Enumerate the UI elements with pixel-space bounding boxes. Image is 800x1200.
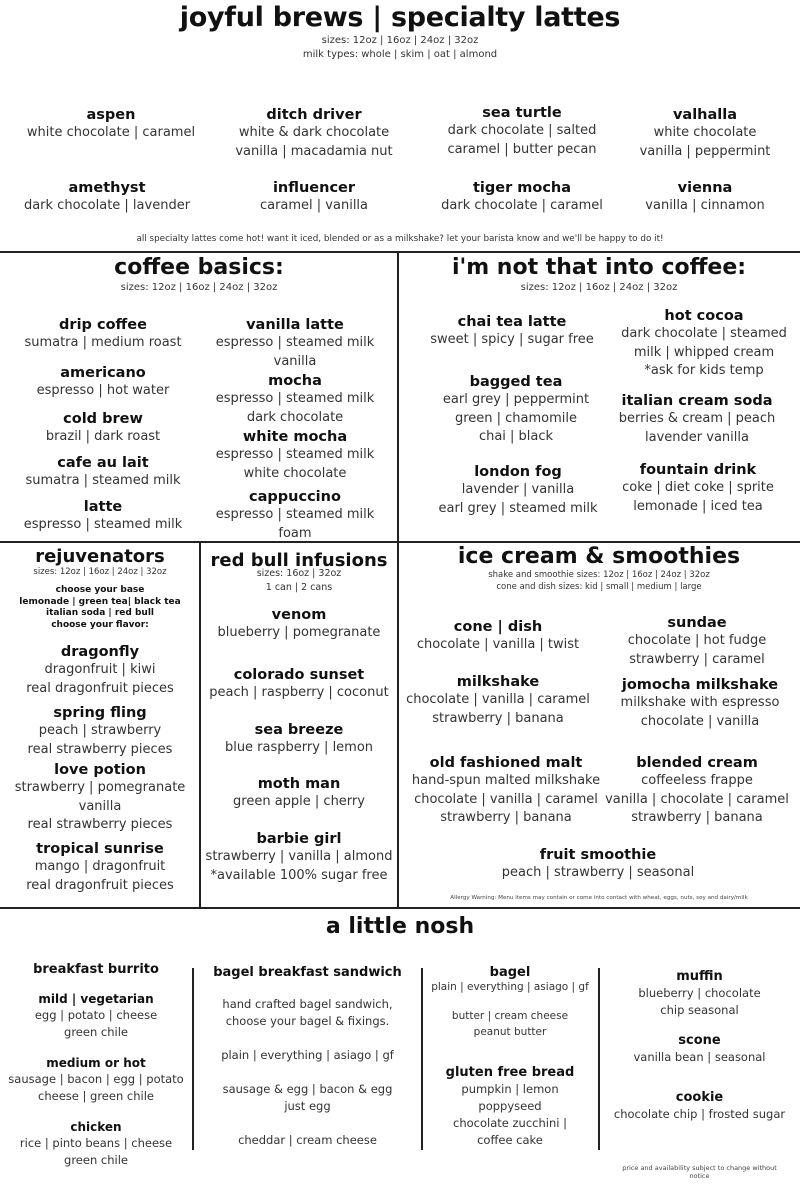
item-name: white mocha <box>242 429 348 445</box>
item-desc: sausage | bacon | egg | potato <box>8 1072 184 1086</box>
base-line: choose your flavor: <box>51 619 149 630</box>
nosh-bagel-sandwich-title: bagel breakfast sandwich <box>213 965 402 980</box>
rejuv-item-love-potion <box>0 761 200 835</box>
item-name: americano <box>60 365 146 381</box>
specialty-note: all specialty lattes come hot! want it iced, blended or as a milkshake? let your barista know and we'll be happy to do it! <box>136 234 664 244</box>
divider <box>397 252 399 542</box>
item-desc: hand-spun malted milkshake <box>411 773 601 788</box>
item-name: scone <box>678 1033 721 1048</box>
item-desc: caramel | butter pecan <box>447 141 597 157</box>
item-name: chicken <box>70 1120 122 1134</box>
item-name: latte <box>83 499 123 515</box>
item-name: tiger mocha <box>472 180 572 196</box>
menu-title: joyful brews | specialty lattes <box>179 2 621 33</box>
item-name: barbie girl <box>256 831 342 847</box>
item-desc: peach | raspberry | coconut <box>209 685 389 700</box>
item-desc: coke | diet coke | sprite <box>622 480 774 495</box>
ic-item-sundae <box>597 614 797 669</box>
rejuv-item-spring-fling <box>0 704 200 759</box>
divider <box>0 251 800 253</box>
item-desc: real dragonfruit pieces <box>26 877 174 893</box>
bagel-sandwich-bagels: plain | everything | asiago | gf <box>221 1048 394 1062</box>
ice-cream-sizes-shake: shake and smoothie sizes: 12oz | 16oz | 24oz | 32oz <box>488 570 710 580</box>
item-name: influencer <box>272 180 356 196</box>
burrito-option-mild <box>0 991 192 1041</box>
item-desc: pumpkin | lemon <box>461 1082 559 1096</box>
item-desc: chocolate zucchini | <box>453 1116 567 1130</box>
specialty-item-vienna <box>605 179 800 216</box>
item-desc: *ask for kids temp <box>644 363 764 378</box>
item-desc: dark chocolate | salted <box>447 123 597 138</box>
ic-item-milkshake <box>398 673 598 728</box>
item-desc: vanilla <box>78 798 122 814</box>
item-name: cold brew <box>63 411 143 427</box>
note-line: notice <box>689 1172 710 1180</box>
burrito-option-chicken <box>0 1119 192 1169</box>
specialty-item-ditch-driver <box>214 106 414 161</box>
item-desc: sumatra | medium roast <box>24 335 182 350</box>
item-desc: dark chocolate | steamed <box>621 326 787 341</box>
item-desc: peach | strawberry <box>38 723 162 738</box>
item-name: jomocha milkshake <box>621 677 779 693</box>
item-desc: coffee cake <box>477 1133 543 1147</box>
item-name: fountain drink <box>639 462 757 478</box>
price-note <box>599 1164 800 1180</box>
item-desc: vanilla | chocolate | caramel <box>605 791 789 807</box>
header-milk-types: milk types: whole | skim | oat | almond <box>302 49 498 60</box>
nosh-muffin <box>599 968 800 1019</box>
ic-item-fruit-smoothie <box>498 846 698 883</box>
coffee-item-white-mocha <box>200 428 390 483</box>
item-name: colorado sunset <box>233 667 365 683</box>
item-desc: hand crafted bagel sandwich, <box>222 997 393 1011</box>
item-desc: chocolate chip | frosted sugar <box>613 1107 786 1121</box>
item-desc: rice | pinto beans | cheese <box>19 1136 173 1150</box>
ic-item-blended-cream <box>597 754 797 828</box>
item-desc: foam <box>278 525 312 541</box>
item-desc: earl grey | steamed milk <box>438 500 598 516</box>
item-desc: butter | cream cheese <box>451 1010 569 1022</box>
item-desc: white chocolate <box>243 465 347 481</box>
item-desc: espresso | steamed milk <box>215 447 375 462</box>
item-desc: poppyseed <box>478 1099 542 1113</box>
item-name: drip coffee <box>59 317 147 333</box>
item-desc: brazil | dark roast <box>45 429 161 444</box>
item-name: muffin <box>676 969 723 984</box>
item-name: vanilla latte <box>246 317 344 333</box>
item-desc: choose your bagel & fixings. <box>225 1014 390 1028</box>
item-desc: just egg <box>284 1099 331 1113</box>
item-desc: caramel | vanilla <box>259 198 369 213</box>
item-name: cafe au lait <box>57 455 149 471</box>
red-bull-sizes: sizes: 16oz | 32oz <box>256 568 342 579</box>
item-desc: chocolate | vanilla | caramel <box>414 791 598 807</box>
item-desc: coffeeless frappe <box>641 773 753 788</box>
item-name: gluten free bread <box>445 1065 575 1080</box>
item-bagged-tea <box>416 373 616 447</box>
bagel-sandwich-proteins <box>194 1081 421 1115</box>
item-desc: sausage & egg | bacon & egg <box>222 1082 393 1096</box>
nosh-bagel-title: bagel <box>489 965 531 980</box>
item-name: milkshake <box>456 674 540 690</box>
item-desc: mango | dragonfruit <box>34 859 166 874</box>
coffee-item-cappuccino <box>200 488 390 543</box>
item-name: london fog <box>474 464 562 480</box>
specialty-item-tiger-mocha <box>422 179 622 216</box>
item-name: moth man <box>257 776 341 792</box>
coffee-item-latte <box>13 498 193 535</box>
specialty-item-aspen <box>11 106 211 143</box>
item-name: valhalla <box>672 107 738 123</box>
item-desc: *available 100% sugar free <box>210 867 388 883</box>
specialty-item-amethyst <box>7 179 207 216</box>
item-desc: espresso | steamed milk <box>215 507 375 522</box>
section-title-red-bull: red bull infusions <box>210 550 388 571</box>
item-desc: strawberry | pomegranate <box>14 780 186 795</box>
item-desc: white & dark chocolate <box>238 125 390 140</box>
item-name: chai tea latte <box>457 314 567 330</box>
base-line: choose your base <box>55 585 145 595</box>
bagel-types: plain | everything | asiago | gf <box>431 981 589 993</box>
item-desc: chip seasonal <box>660 1003 739 1017</box>
item-desc: peanut butter <box>473 1026 547 1038</box>
item-desc: peach | strawberry | seasonal <box>501 865 695 880</box>
item-desc: strawberry | banana <box>440 810 572 825</box>
coffee-item-mocha <box>200 372 390 427</box>
nosh-burrito-title: breakfast burrito <box>33 962 159 977</box>
rejuvenators-sizes: sizes: 12oz | 16oz | 24oz | 32oz <box>33 567 167 577</box>
item-desc: lavender | vanilla <box>461 482 575 497</box>
item-name: cookie <box>675 1090 724 1105</box>
item-desc: dragonfruit | kiwi <box>44 662 156 677</box>
item-desc: vanilla | cinnamon <box>645 198 765 213</box>
item-name: fruit smoothie <box>539 847 657 863</box>
item-desc: vanilla <box>273 353 317 369</box>
item-name: cappuccino <box>249 489 341 505</box>
rb-item-barbie-girl <box>200 830 398 885</box>
section-title-coffee-basics: coffee basics: <box>114 255 284 280</box>
item-desc: cheese | green chile <box>38 1089 154 1103</box>
base-line: italian soda | red bull <box>46 608 154 618</box>
item-name: dragonfly <box>60 644 140 660</box>
ic-item-old-fashioned-malt <box>406 754 606 828</box>
item-desc: strawberry | vanilla | almond <box>205 849 393 864</box>
header-sizes: sizes: 12oz | 16oz | 24oz | 32oz <box>321 35 479 46</box>
coffee-item-vanilla-latte <box>200 316 390 371</box>
divider <box>0 541 800 543</box>
item-desc: vanilla | peppermint <box>639 143 771 159</box>
item-desc: white chocolate <box>653 125 757 140</box>
burrito-option-medium-hot <box>0 1055 192 1105</box>
item-name: ditch driver <box>266 107 362 123</box>
item-name: sea turtle <box>482 105 562 121</box>
item-desc: real strawberry pieces <box>27 817 173 832</box>
item-desc: espresso | steamed milk <box>215 391 375 406</box>
item-name: vienna <box>677 180 733 196</box>
item-name: tropical sunrise <box>36 841 164 857</box>
item-desc: dark chocolate | lavender <box>23 198 191 213</box>
bagel-sandwich-desc <box>194 996 421 1030</box>
nosh-gluten-free-bread <box>422 1064 598 1149</box>
coffee-item-cold-brew <box>13 410 193 447</box>
item-italian-cream-soda <box>597 392 797 447</box>
item-desc: chocolate | vanilla | caramel <box>406 692 590 707</box>
ic-item-jomocha-milkshake <box>600 676 800 731</box>
nosh-scone <box>599 1032 800 1066</box>
item-desc: dark chocolate <box>246 409 344 425</box>
item-desc: sumatra | steamed milk <box>25 473 181 488</box>
item-name: italian cream soda <box>621 393 773 409</box>
item-desc: dark chocolate | caramel <box>441 198 603 213</box>
item-name: venom <box>271 607 327 623</box>
not-coffee-sizes: sizes: 12oz | 16oz | 24oz | 32oz <box>520 282 678 293</box>
section-title-nosh: a little nosh <box>325 914 475 939</box>
item-london-fog <box>418 463 618 518</box>
item-hot-cocoa <box>604 307 800 381</box>
item-desc: green | chamomile <box>454 410 578 426</box>
coffee-item-drip-coffee <box>8 316 198 353</box>
rejuvenators-base-options <box>0 585 200 631</box>
item-name: sea breeze <box>254 722 344 738</box>
rb-item-sea-breeze <box>200 721 398 758</box>
rb-item-colorado-sunset <box>200 666 398 703</box>
item-name: sundae <box>667 615 727 631</box>
note-line: price and availability subject to change without <box>622 1164 777 1172</box>
rejuv-item-tropical-sunrise <box>0 840 200 895</box>
item-name: spring fling <box>53 705 147 721</box>
allergy-warning: Allergy Warning: Menu items may contain or come into contact with wheat, eggs, nuts, soy and dairy/milk <box>450 895 748 901</box>
ice-cream-sizes-cone: cone and dish sizes: kid | small | medium | large <box>496 582 702 592</box>
divider <box>0 907 800 909</box>
rejuv-item-dragonfly <box>0 643 200 698</box>
item-name: aspen <box>86 107 136 123</box>
ic-item-cone-dish <box>398 618 598 655</box>
item-desc: berries & cream | peach <box>618 411 776 426</box>
section-title-not-coffee: i'm not that into coffee: <box>451 255 747 280</box>
item-desc: strawberry | banana <box>631 810 763 825</box>
item-desc: earl grey | peppermint <box>442 392 590 407</box>
item-desc: chai | black <box>478 429 554 444</box>
nosh-cookie <box>599 1089 800 1123</box>
item-desc: sweet | spicy | sugar free <box>430 332 594 347</box>
bagel-sandwich-cheese: cheddar | cream cheese <box>238 1133 377 1147</box>
item-fountain-drink <box>598 461 798 516</box>
item-desc: green apple | cherry <box>233 794 365 809</box>
section-title-ice-cream: ice cream & smoothies <box>457 544 741 569</box>
item-desc: vanilla bean | seasonal <box>633 1050 766 1064</box>
item-name: mocha <box>268 373 322 389</box>
item-name: hot cocoa <box>664 308 744 324</box>
item-desc: vanilla | macadamia nut <box>235 143 393 159</box>
item-desc: white chocolate | caramel <box>26 125 196 140</box>
item-desc: milkshake with espresso <box>620 695 780 710</box>
item-desc: blue raspberry | lemon <box>224 740 374 755</box>
item-name: cone | dish <box>453 619 543 635</box>
item-desc: milk | whipped cream <box>633 344 775 360</box>
item-desc: chocolate | hot fudge <box>627 633 767 648</box>
item-desc: real dragonfruit pieces <box>26 680 174 696</box>
item-desc: green chile <box>64 1153 128 1167</box>
coffee-item-americano <box>13 364 193 401</box>
item-desc: espresso | steamed milk <box>23 517 183 532</box>
item-desc: espresso | hot water <box>36 383 170 398</box>
item-chai-tea-latte <box>412 313 612 350</box>
item-name: blended cream <box>636 755 758 771</box>
bagel-spreads <box>422 1008 598 1040</box>
item-name: old fashioned malt <box>429 755 583 771</box>
red-bull-cans: 1 can | 2 cans <box>265 582 333 593</box>
item-desc: lemonade | iced tea <box>633 498 763 514</box>
item-desc: blueberry | chocolate <box>638 986 761 1000</box>
item-desc: chocolate | vanilla <box>640 713 760 729</box>
item-desc: chocolate | vanilla | twist <box>416 637 580 652</box>
item-desc: lavender vanilla <box>645 429 749 445</box>
item-name: love potion <box>54 762 146 778</box>
item-desc: strawberry | caramel <box>629 651 765 667</box>
item-desc: green chile <box>64 1025 128 1039</box>
item-desc: real strawberry pieces <box>27 741 173 757</box>
item-name: bagged tea <box>469 374 563 390</box>
coffee-item-cafe-au-lait <box>13 454 193 491</box>
item-name: amethyst <box>68 180 146 196</box>
item-desc: blueberry | pomegranate <box>217 625 381 640</box>
coffee-basics-sizes: sizes: 12oz | 16oz | 24oz | 32oz <box>120 282 278 293</box>
base-line: lemonade | green tea| black tea <box>19 596 181 607</box>
item-desc: egg | potato | cheese <box>34 1008 158 1022</box>
item-desc: espresso | steamed milk <box>215 335 375 350</box>
section-title-rejuvenators: rejuvenators <box>35 546 165 567</box>
item-desc: strawberry | banana <box>432 710 564 726</box>
specialty-item-valhalla <box>605 106 800 161</box>
rb-item-venom <box>200 606 398 643</box>
specialty-item-sea-turtle <box>422 104 622 159</box>
specialty-item-influencer <box>214 179 414 216</box>
item-name: medium or hot <box>46 1056 146 1070</box>
item-name: mild | vegetarian <box>38 992 154 1006</box>
rb-item-moth-man <box>200 775 398 812</box>
